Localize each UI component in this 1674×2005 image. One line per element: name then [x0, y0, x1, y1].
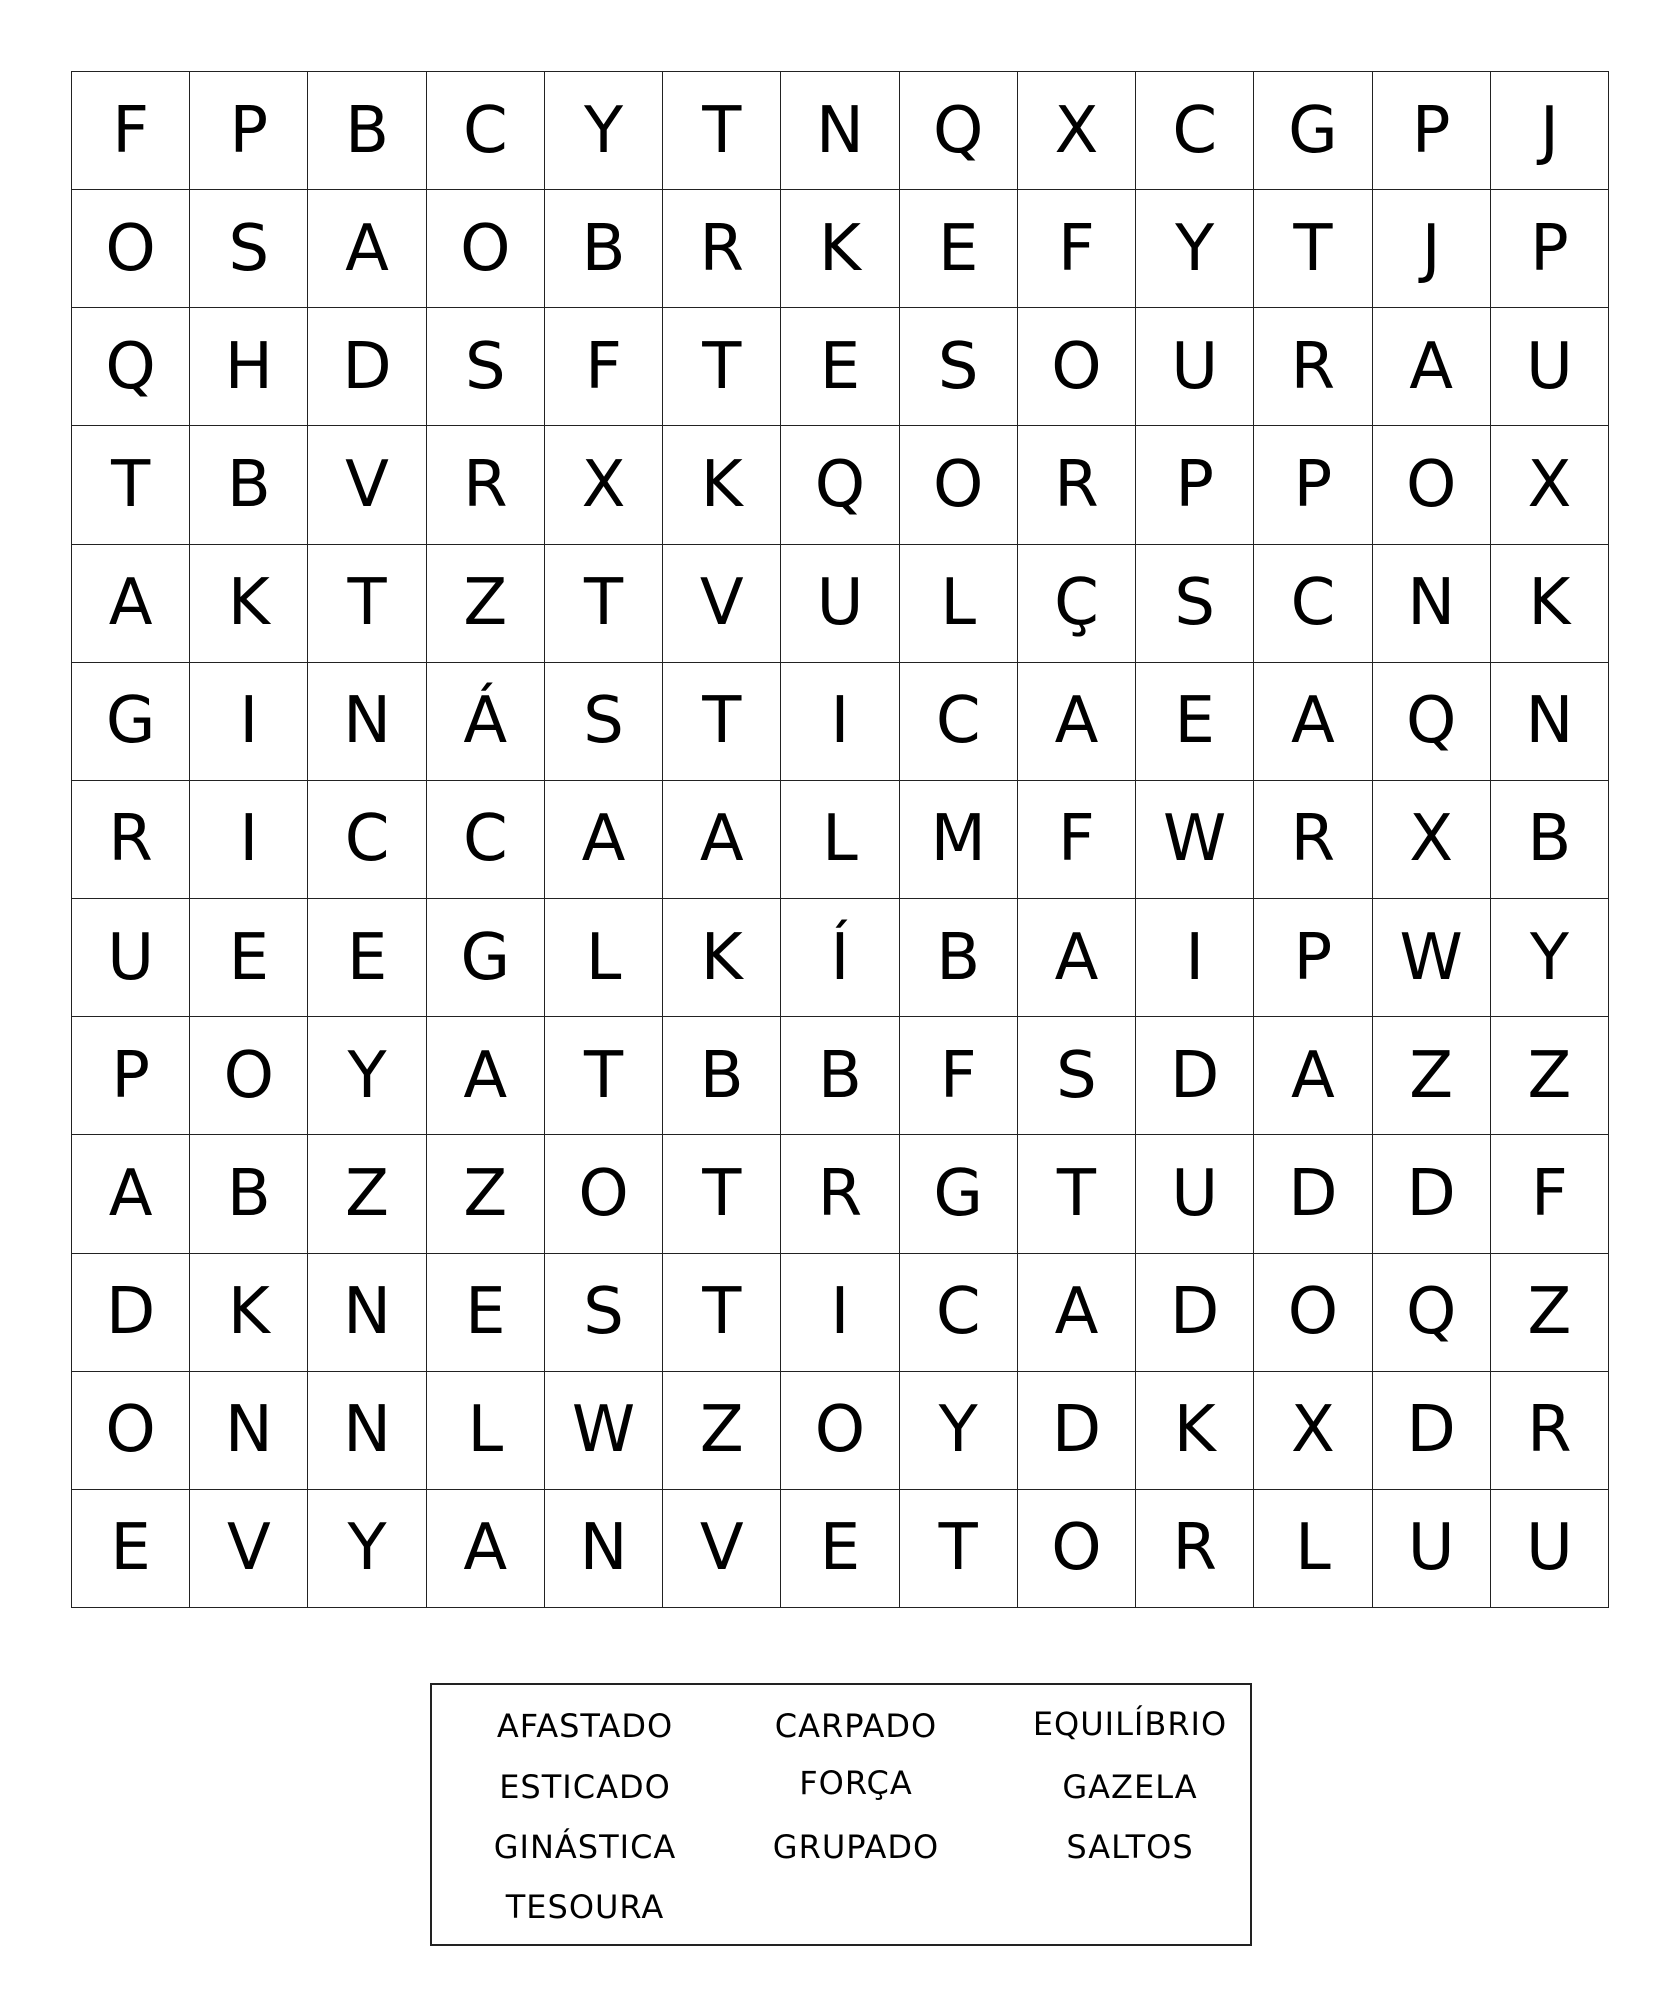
grid-cell[interactable]: B	[900, 899, 1018, 1017]
grid-cell[interactable]: M	[900, 781, 1018, 899]
word-list	[430, 1683, 1252, 1946]
grid-cell[interactable]: B	[190, 1135, 308, 1253]
grid-cell[interactable]: Z	[1491, 1254, 1609, 1372]
grid-cell[interactable]: D	[1373, 1135, 1491, 1253]
grid-cell[interactable]: J	[1491, 72, 1609, 190]
grid-cell[interactable]: A	[1254, 663, 1372, 781]
grid-cell[interactable]: A	[308, 190, 426, 308]
grid-cell[interactable]: X	[545, 426, 663, 544]
grid-cell[interactable]: O	[781, 1372, 899, 1490]
grid-cell[interactable]: T	[545, 545, 663, 663]
grid-cell[interactable]: A	[1254, 1017, 1372, 1135]
grid-cell[interactable]: U	[72, 899, 190, 1017]
grid-cell[interactable]: U	[1491, 308, 1609, 426]
grid-cell[interactable]: D	[1136, 1254, 1254, 1372]
grid-cell[interactable]: K	[190, 1254, 308, 1372]
grid-cell[interactable]: A	[427, 1017, 545, 1135]
grid-cell[interactable]: W	[1136, 781, 1254, 899]
grid-cell[interactable]: R	[1254, 308, 1372, 426]
grid-cell[interactable]: A	[1018, 899, 1136, 1017]
grid-cell[interactable]: I	[781, 663, 899, 781]
grid-cell[interactable]: W	[545, 1372, 663, 1490]
grid-cell[interactable]: O	[1018, 308, 1136, 426]
grid-cell[interactable]: N	[1373, 545, 1491, 663]
grid-cell[interactable]: Q	[72, 308, 190, 426]
grid-cell[interactable]: I	[190, 781, 308, 899]
grid-cell[interactable]: U	[1136, 1135, 1254, 1253]
grid-cell[interactable]: R	[72, 781, 190, 899]
grid-cell[interactable]: N	[781, 72, 899, 190]
grid-cell[interactable]: Z	[427, 545, 545, 663]
grid-cell[interactable]: W	[1373, 899, 1491, 1017]
grid-cell[interactable]: N	[308, 663, 426, 781]
word-item: EQUILÍBRIO	[1032, 1705, 1228, 1743]
grid-cell[interactable]: G	[900, 1135, 1018, 1253]
grid-cell[interactable]: U	[1491, 1490, 1609, 1608]
grid-cell[interactable]: S	[427, 308, 545, 426]
grid-cell[interactable]: R	[1254, 781, 1372, 899]
grid-cell[interactable]: C	[308, 781, 426, 899]
grid-cell[interactable]: P	[190, 72, 308, 190]
grid-cell[interactable]: A	[663, 781, 781, 899]
grid-cell[interactable]: A	[545, 781, 663, 899]
grid-cell[interactable]: G	[72, 663, 190, 781]
grid-cell[interactable]: O	[72, 190, 190, 308]
grid-cell[interactable]: X	[1018, 72, 1136, 190]
grid-cell[interactable]: Q	[900, 72, 1018, 190]
grid-cell[interactable]: D	[1254, 1135, 1372, 1253]
word-item: GINÁSTICA	[493, 1828, 677, 1866]
grid-cell[interactable]: Y	[308, 1490, 426, 1608]
grid-cell[interactable]: E	[190, 899, 308, 1017]
grid-cell[interactable]: Á	[427, 663, 545, 781]
grid-cell[interactable]: L	[427, 1372, 545, 1490]
grid-cell[interactable]: R	[1018, 426, 1136, 544]
grid-cell[interactable]: C	[427, 72, 545, 190]
grid-cell[interactable]: R	[1491, 1372, 1609, 1490]
grid-cell[interactable]: P	[1136, 426, 1254, 544]
grid-cell[interactable]: A	[427, 1490, 545, 1608]
grid-cell[interactable]: S	[1018, 1017, 1136, 1135]
word-item: GRUPADO	[772, 1828, 940, 1866]
grid-cell[interactable]: K	[663, 426, 781, 544]
word-item: AFASTADO	[496, 1707, 674, 1745]
grid-cell[interactable]: D	[308, 308, 426, 426]
grid-cell[interactable]: C	[900, 663, 1018, 781]
grid-cell[interactable]: X	[1373, 781, 1491, 899]
grid-cell[interactable]: S	[1136, 545, 1254, 663]
grid-cell[interactable]: X	[1254, 1372, 1372, 1490]
grid-cell[interactable]: T	[663, 72, 781, 190]
grid-cell[interactable]: D	[72, 1254, 190, 1372]
grid-cell[interactable]: N	[1491, 663, 1609, 781]
grid-cell[interactable]: R	[781, 1135, 899, 1253]
grid-cell[interactable]: F	[1018, 190, 1136, 308]
grid-cell[interactable]: E	[308, 899, 426, 1017]
grid-cell[interactable]: Y	[1136, 190, 1254, 308]
grid-cell[interactable]: F	[1018, 781, 1136, 899]
grid-cell[interactable]: Í	[781, 899, 899, 1017]
grid-cell[interactable]: B	[781, 1017, 899, 1135]
grid-cell[interactable]: F	[900, 1017, 1018, 1135]
grid-cell[interactable]: T	[308, 545, 426, 663]
grid-cell[interactable]: Y	[308, 1017, 426, 1135]
grid-cell[interactable]: D	[1136, 1017, 1254, 1135]
grid-cell[interactable]: S	[190, 190, 308, 308]
grid-cell[interactable]: O	[1254, 1254, 1372, 1372]
grid-cell[interactable]: T	[663, 308, 781, 426]
grid-cell[interactable]: B	[1491, 781, 1609, 899]
grid-cell[interactable]: B	[308, 72, 426, 190]
grid-cell[interactable]: O	[1018, 1490, 1136, 1608]
grid-cell[interactable]: O	[545, 1135, 663, 1253]
grid-cell[interactable]: V	[190, 1490, 308, 1608]
word-item: SALTOS	[1066, 1828, 1194, 1866]
grid-cell[interactable]: O	[900, 426, 1018, 544]
grid-cell[interactable]: K	[781, 190, 899, 308]
grid-cell[interactable]: E	[1136, 663, 1254, 781]
word-item: ESTICADO	[499, 1768, 671, 1806]
grid-cell[interactable]: V	[663, 1490, 781, 1608]
grid-cell[interactable]: P	[1373, 72, 1491, 190]
grid-cell[interactable]: P	[1254, 426, 1372, 544]
grid-cell[interactable]: C	[900, 1254, 1018, 1372]
grid-cell[interactable]: B	[545, 190, 663, 308]
grid-cell[interactable]: T	[663, 1135, 781, 1253]
grid-cell[interactable]: I	[781, 1254, 899, 1372]
grid-cell[interactable]: S	[545, 663, 663, 781]
grid-cell[interactable]: Q	[1373, 1254, 1491, 1372]
grid-cell[interactable]: Z	[1373, 1017, 1491, 1135]
grid-cell[interactable]: F	[545, 308, 663, 426]
grid-cell[interactable]: L	[1254, 1490, 1372, 1608]
grid-cell[interactable]: G	[427, 899, 545, 1017]
grid-cell[interactable]: V	[663, 545, 781, 663]
grid-cell[interactable]: D	[1018, 1372, 1136, 1490]
grid-cell[interactable]: T	[1018, 1135, 1136, 1253]
grid-cell[interactable]: J	[1373, 190, 1491, 308]
grid-cell[interactable]: D	[1373, 1372, 1491, 1490]
grid-cell[interactable]: U	[1373, 1490, 1491, 1608]
grid-cell[interactable]: A	[72, 1135, 190, 1253]
grid-cell[interactable]: O	[190, 1017, 308, 1135]
grid-cell[interactable]: P	[1491, 190, 1609, 308]
grid-cell[interactable]: S	[900, 308, 1018, 426]
word-item: GAZELA	[1062, 1768, 1198, 1806]
grid-cell[interactable]: Z	[663, 1372, 781, 1490]
word-item: CARPADO	[774, 1707, 938, 1745]
grid-cell[interactable]: R	[1136, 1490, 1254, 1608]
grid-cell[interactable]: T	[663, 663, 781, 781]
grid-cell[interactable]: Y	[900, 1372, 1018, 1490]
grid-cell[interactable]: T	[1254, 190, 1372, 308]
grid-cell[interactable]: U	[1136, 308, 1254, 426]
grid-cell[interactable]: O	[72, 1372, 190, 1490]
grid-cell[interactable]: N	[190, 1372, 308, 1490]
grid-cell[interactable]: G	[1254, 72, 1372, 190]
grid-cell[interactable]: N	[545, 1490, 663, 1608]
grid-cell[interactable]: E	[781, 1490, 899, 1608]
grid-cell[interactable]: E	[427, 1254, 545, 1372]
grid-cell[interactable]: P	[1254, 899, 1372, 1017]
grid-cell[interactable]: E	[72, 1490, 190, 1608]
grid-cell[interactable]: C	[1254, 545, 1372, 663]
grid-cell[interactable]: T	[545, 1017, 663, 1135]
grid-cell[interactable]: A	[1373, 308, 1491, 426]
grid-cell[interactable]: T	[663, 1254, 781, 1372]
grid-cell[interactable]: A	[72, 545, 190, 663]
grid-cell[interactable]: H	[190, 308, 308, 426]
grid-cell[interactable]: B	[190, 426, 308, 544]
grid-cell[interactable]: R	[427, 426, 545, 544]
grid-cell[interactable]: F	[1491, 1135, 1609, 1253]
grid-cell[interactable]: E	[900, 190, 1018, 308]
grid-cell[interactable]: Y	[545, 72, 663, 190]
grid-cell[interactable]: K	[1136, 1372, 1254, 1490]
grid-cell[interactable]: Z	[1491, 1017, 1609, 1135]
grid-cell[interactable]: P	[72, 1017, 190, 1135]
grid-cell[interactable]: Q	[1373, 663, 1491, 781]
grid-cell[interactable]: F	[72, 72, 190, 190]
grid-cell[interactable]: C	[1136, 72, 1254, 190]
grid-cell[interactable]: T	[900, 1490, 1018, 1608]
grid-cell[interactable]: Y	[1491, 899, 1609, 1017]
grid-cell[interactable]: K	[190, 545, 308, 663]
grid-cell[interactable]: S	[545, 1254, 663, 1372]
grid-cell[interactable]: A	[1018, 663, 1136, 781]
grid-cell[interactable]: N	[308, 1254, 426, 1372]
letter-grid	[71, 71, 1609, 1608]
grid-cell[interactable]: E	[781, 308, 899, 426]
grid-cell[interactable]: L	[900, 545, 1018, 663]
grid-cell[interactable]: R	[663, 190, 781, 308]
grid-cell[interactable]: A	[1018, 1254, 1136, 1372]
grid-cell[interactable]: I	[190, 663, 308, 781]
grid-cell[interactable]: N	[308, 1372, 426, 1490]
grid-cell[interactable]: T	[72, 426, 190, 544]
grid-cell[interactable]: Q	[781, 426, 899, 544]
grid-cell[interactable]: Ç	[1018, 545, 1136, 663]
grid-cell[interactable]: O	[1373, 426, 1491, 544]
grid-cell[interactable]: I	[1136, 899, 1254, 1017]
word-item: FORÇA	[799, 1764, 913, 1802]
grid-cell[interactable]: V	[308, 426, 426, 544]
grid-cell[interactable]: Z	[427, 1135, 545, 1253]
grid-cell[interactable]: O	[427, 190, 545, 308]
grid-cell[interactable]: L	[781, 781, 899, 899]
grid-cell[interactable]: Z	[308, 1135, 426, 1253]
grid-cell[interactable]: K	[1491, 545, 1609, 663]
grid-cell[interactable]: X	[1491, 426, 1609, 544]
grid-cell[interactable]: K	[663, 899, 781, 1017]
word-item: TESOURA	[505, 1888, 665, 1926]
grid-cell[interactable]: L	[545, 899, 663, 1017]
grid-cell[interactable]: C	[427, 781, 545, 899]
grid-cell[interactable]: B	[663, 1017, 781, 1135]
grid-cell[interactable]: U	[781, 545, 899, 663]
